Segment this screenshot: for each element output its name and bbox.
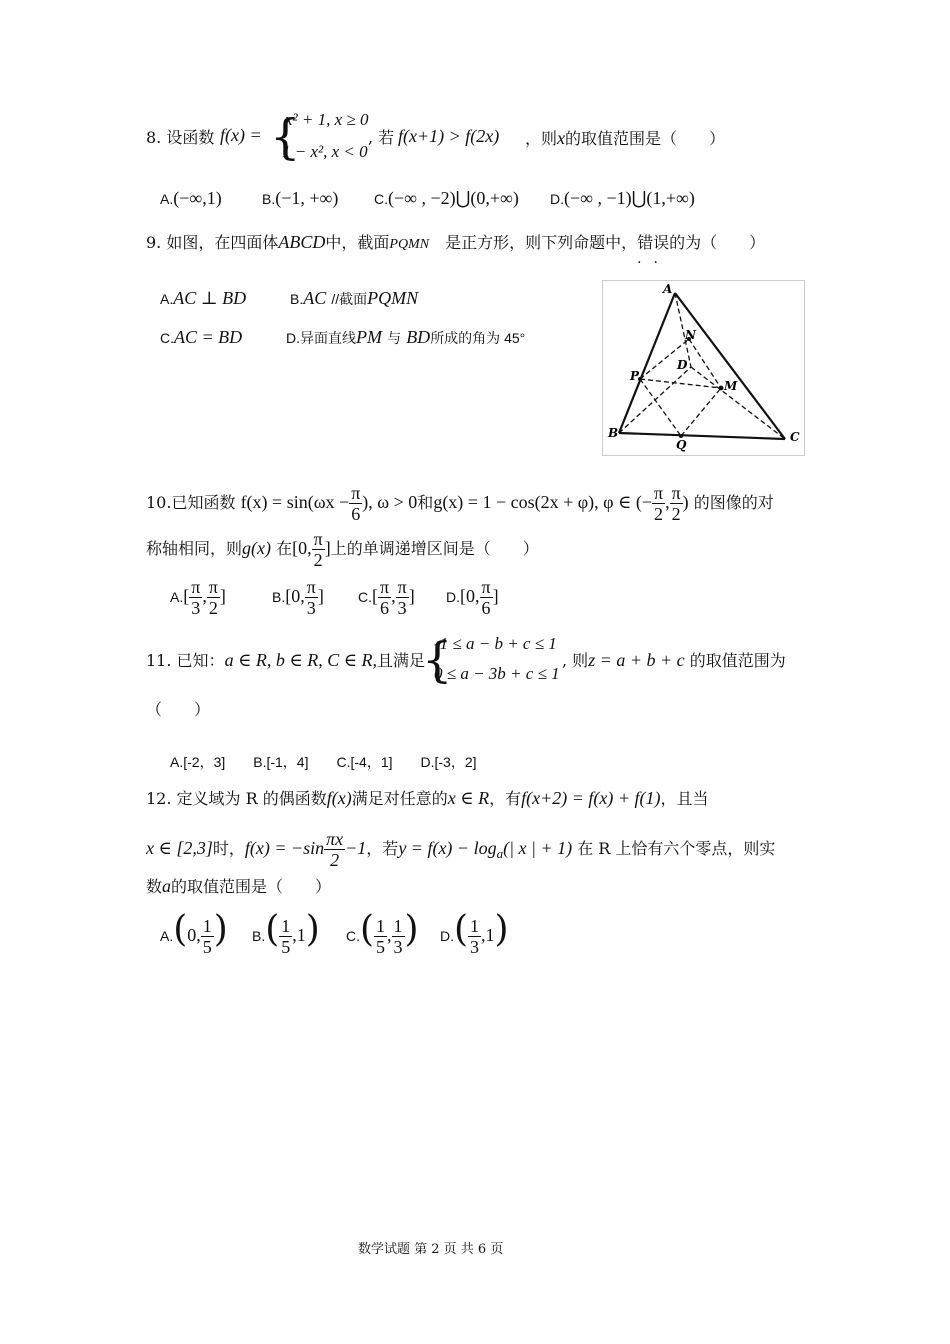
- q8-case1: x² + 1, x ≥ 0: [285, 110, 369, 129]
- q11-ineq2: 0 ≤ a − 3b + c ≤ 1: [434, 664, 560, 683]
- q11-ineq1: -1 ≤ a − b + c ≤ 1: [434, 634, 557, 653]
- label-c: C: [790, 430, 800, 444]
- q11-stem: 11. 已知：a ∈ R, b ∈ R, C ∈ R,且满足: [146, 650, 426, 670]
- label-a: A: [663, 282, 673, 296]
- q8-options: A.(−∞,1): [160, 188, 222, 208]
- q9-stem: 9. 如图，在四面体ABCD中，截面PQMN 是正方形，则下列命题中，错误 ·· 的为（ ）: [146, 232, 766, 271]
- q10-option-a: A.[ $\frac{\pi}{3}$ , $\frac{\pi}{2}$ ]: [170, 577, 226, 618]
- q8-brace: {: [270, 109, 301, 165]
- label-d: D: [677, 358, 688, 372]
- q12-stem: 12. 定义域为 R 的偶函数f(x)满足对任意的x ∈ R，有f(x+2) = f(x) + f(1)，且当: [146, 788, 709, 808]
- edge-qm: [681, 388, 721, 436]
- q9-option-a: A.AC ⊥ BD: [160, 288, 247, 308]
- q11-paren: （ ）: [146, 700, 211, 719]
- q10-option-d: D.[0, $\frac{\pi}{6}$ ]: [446, 577, 499, 618]
- q11-options: A.[-2，3] B.[-1，4] C.[-4，1] D.[-3，2]: [170, 754, 477, 770]
- q9-option-c: C.AC = BD: [160, 327, 243, 347]
- q10-option-b: B.[0, $\frac{\pi}{3}$ ]: [272, 577, 324, 618]
- q11-brace: {: [422, 632, 453, 688]
- edge-bc: [619, 433, 785, 439]
- q9-option-d: D.异面直线PM 与 BD所成的角为 45°: [286, 327, 526, 347]
- page-footer: 数学试题 第 2 页 共 6 页: [358, 1242, 504, 1257]
- edge-ac: [675, 293, 785, 439]
- q9-option-b: B.AC //截面PQMN: [290, 288, 419, 308]
- q12-line3: 数a的取值范围是（ ）: [146, 876, 332, 896]
- q8-cond-prefix: , 若: [368, 128, 395, 147]
- q8-option-b: B.(−1, +∞): [262, 188, 339, 208]
- q12-option-a: A.(0, $\frac{1}{5}$ ): [160, 909, 228, 957]
- q8-option-d: D.(−∞ , −1)⋃(1,+∞): [550, 188, 695, 208]
- q8-ask: ，则x的取值范围是（ ）: [525, 128, 726, 148]
- tetrahedron-figure: [602, 280, 805, 456]
- q8-stem: 8. 设函数: [146, 128, 215, 147]
- q12-line2: x ∈ [2,3]时，f(x) = −sin $\frac{\pi x}{2}$ −1，若$y = f(x) - \log_a(|$ x | + 1) 在 R 上恰有六个零点，则实: [146, 829, 776, 870]
- label-b: B: [608, 426, 619, 440]
- label-p: P: [630, 369, 640, 383]
- q10-stem: 10.已知函数 f(x) = sin(ωx − $\frac{\pi}{6}$ ), ω > 0和g(x) = 1 − cos(2x + φ), φ ∈ (− $\frac{\pi}{2}$ , $\frac{\pi}{2}$ ) 的图像的对: [146, 483, 774, 524]
- label-n: N: [685, 328, 696, 342]
- edge-pm: [640, 379, 721, 388]
- q12-option-b: B.( $\frac{1}{5}$ ,1): [252, 909, 320, 957]
- q10-option-c: C.[ $\frac{\pi}{6}$ , $\frac{\pi}{3}$ ]: [358, 577, 415, 618]
- q12-option-d: D.( $\frac{1}{3}$ ,1): [440, 909, 509, 957]
- edge-ab: [619, 293, 675, 433]
- q8-condition: f(x+1) > f(2x): [398, 126, 500, 146]
- edge-pq: [640, 379, 681, 436]
- label-m: M: [724, 379, 738, 393]
- q10-line2: 称轴相同，则g(x) 在[0, $\frac{\pi}{2}$ ]上的单调递增区间是（ ）: [146, 529, 539, 570]
- q8-function: f(x) =: [220, 125, 262, 145]
- q8-option-c: C.(−∞ , −2)⋃(0,+∞): [374, 188, 519, 208]
- label-q: Q: [676, 438, 687, 452]
- q8-case2: 1 − x², x < 0: [282, 142, 368, 161]
- q11-ask: , 则z = a + b + c 的取值范围为: [562, 650, 786, 670]
- q12-option-c: C.( $\frac{1}{5}$ , $\frac{1}{3}$ ): [346, 909, 419, 957]
